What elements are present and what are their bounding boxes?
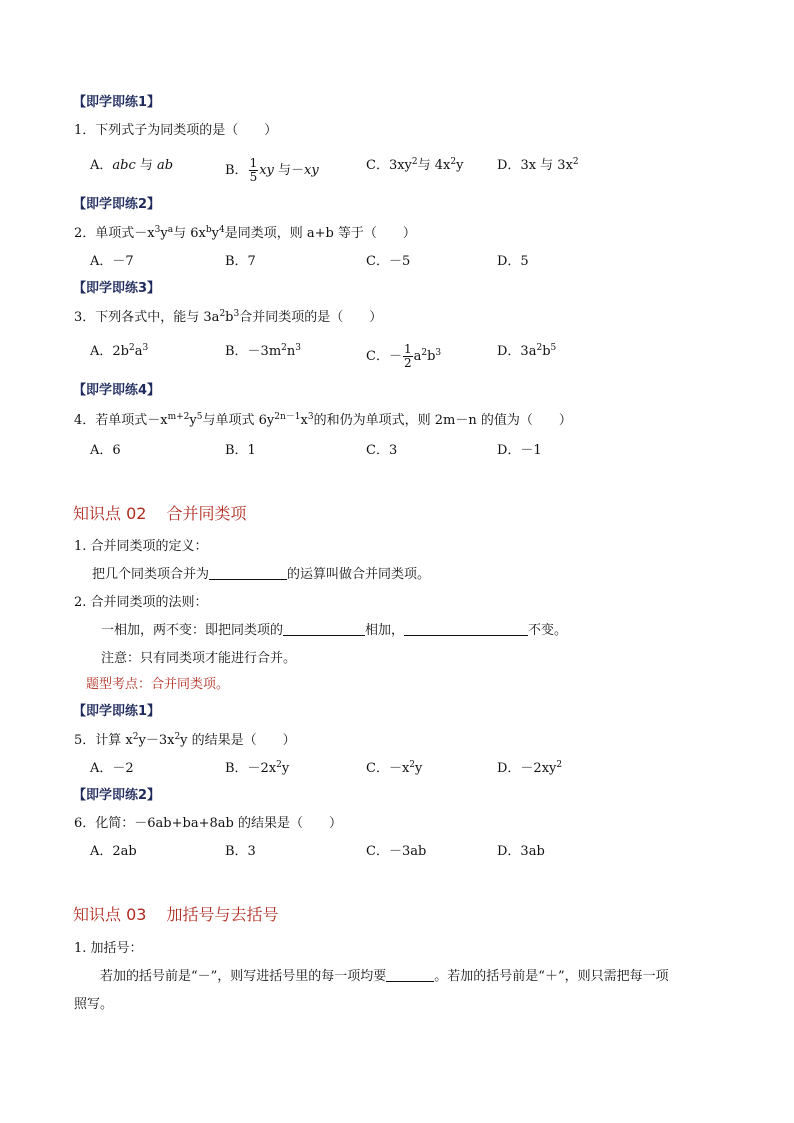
question-4: 4．若单项式$-x^{m+2}y^5$与单项式 $6y^{2n-1}x^3$的和仍为单项式，则 2m－n 的值为（ ） [74,412,572,428]
fraction: $\frac{1}{2}$ [403,342,412,370]
question-3: 3．下列各式中，能与 $3a^2b^3$合并同类项的是（ ） [74,309,383,325]
bracket-text: 若加的括号前是“－”，则写进括号里的每一项均要 。若加的括号前是“＋”，则只需把每一项 [100,969,669,984]
option-d: D．－1 [497,443,542,458]
rule-heading: 2. 合并同类项的法则： [74,595,208,610]
fill-blank[interactable] [209,566,287,580]
option-c: C．－5 [366,254,411,269]
option-b: B．7 [225,254,256,269]
rule-text: 一相加，两不变：即把同类项的 相加， 不变。 [101,623,568,638]
question-2: 2．单项式$-x^3y^a$与 $6x^by^4$是同类项，则 a+b 等于（ ） [74,225,416,241]
fraction: $\frac{1}{5}$ [249,156,258,184]
practice-heading-3: 【即学即练3】 [73,281,161,296]
option-c: C．－3ab [366,844,427,859]
bracket-text-cont: 照写。 [74,997,114,1012]
section-title-03: 知识点 03 加括号与去括号 [73,905,279,924]
practice-heading-2: 【即学即练2】 [73,197,161,212]
option-c: C．$-x^2y$ [366,760,423,776]
fill-blank[interactable] [404,622,528,636]
practice-heading-1: 【即学即练1】 [73,704,161,719]
option-d: D．5 [497,254,529,269]
fill-blank[interactable] [283,622,365,636]
option-d: D．$-2xy^2$ [497,760,563,776]
option-b: B．3 [225,844,256,859]
option-c: C．$3xy^2$与 $4x^2y$ [366,157,464,173]
question-1: 1．下列式子为同类项的是（ ） [74,123,278,138]
option-b: B．$-3m^2n^3$ [225,343,301,359]
option-a: A．－7 [90,254,134,269]
definition-text: 把几个同类项合并为 的运算叫做合并同类项。 [92,567,431,582]
question-5: 5．计算 $x^2y-3x^2y$ 的结果是（ ） [74,732,296,748]
option-c: C．－ $\frac{1}{2}$ $a^2b^3$ [366,342,442,370]
practice-heading-2: 【即学即练2】 [73,788,161,803]
fill-blank[interactable] [386,968,434,982]
practice-heading-4: 【即学即练4】 [73,383,161,398]
option-a: A．－2 [90,761,134,776]
option-a: A．$2b^2a^3$ [90,343,149,359]
note-text: 注意：只有同类项才能进行合并。 [101,651,297,666]
option-a: A．abc 与 ab [90,158,174,173]
question-6: 6．化简：－6ab+ba+8ab 的结果是（ ） [74,816,342,831]
section-title-02: 知识点 02 合并同类项 [73,504,247,523]
topic-label: 题型考点：合并同类项。 [86,677,230,692]
bracket-heading: 1. 加括号： [74,941,143,956]
option-d: D．3x 与 $3x^2$ [497,157,579,173]
option-d: D．$3a^2b^5$ [497,343,557,359]
option-a: A．6 [90,443,121,458]
option-a: A．2ab [90,844,137,859]
option-b: B．1 [225,443,256,458]
definition-heading: 1. 合并同类项的定义： [74,539,208,554]
option-d: D．3ab [497,844,545,859]
option-b: B．$-2x^2y$ [225,760,290,776]
practice-heading-1: 【即学即练1】 [73,95,161,110]
option-b: B． $\frac{1}{5}$ xy 与－xy [225,156,319,184]
option-c: C．3 [366,443,398,458]
